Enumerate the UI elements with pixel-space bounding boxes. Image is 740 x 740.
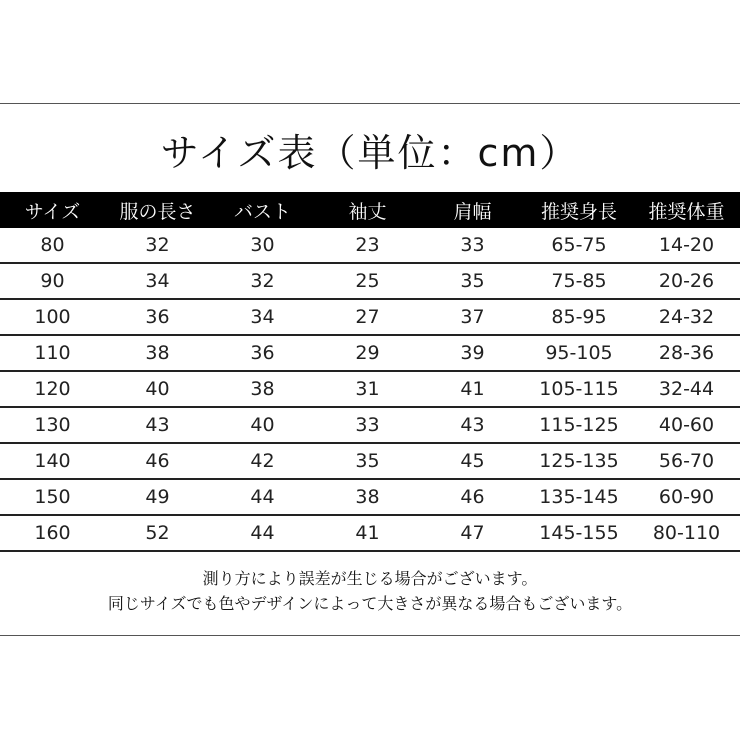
table-row	[0, 263, 740, 299]
table-cell: 35	[420, 263, 525, 299]
table-cell: 47	[420, 515, 525, 551]
table-cell: 150	[0, 479, 105, 515]
table-cell: 38	[315, 479, 420, 515]
table-row	[0, 407, 740, 443]
header-shoulder: 肩幅	[420, 192, 525, 228]
header-sleeve: 袖丈	[315, 192, 420, 228]
table-cell: 40	[105, 371, 210, 407]
table-cell: 46	[105, 443, 210, 479]
table-cell: 34	[105, 263, 210, 299]
table-cell: 23	[315, 228, 420, 263]
table-cell: 85-95	[525, 299, 633, 335]
table-cell: 100	[0, 299, 105, 335]
table-cell: 65-75	[525, 228, 633, 263]
table-cell: 44	[210, 515, 315, 551]
header-length: 服の長さ	[105, 192, 210, 228]
table-cell: 36	[105, 299, 210, 335]
table-cell: 45	[420, 443, 525, 479]
table-cell: 28-36	[633, 335, 740, 371]
table-cell: 90	[0, 263, 105, 299]
table-cell: 33	[420, 228, 525, 263]
note-measurement-error: 測り方により誤差が生じる場合がございます。	[202, 569, 538, 588]
table-cell: 14-20	[633, 228, 740, 263]
table-cell: 120	[0, 371, 105, 407]
table-cell: 115-125	[525, 407, 633, 443]
table-cell: 35	[315, 443, 420, 479]
table-cell: 37	[420, 299, 525, 335]
table-cell: 32	[210, 263, 315, 299]
table-cell: 24-32	[633, 299, 740, 335]
table-row	[0, 299, 740, 335]
table-row	[0, 479, 740, 515]
table-cell: 140	[0, 443, 105, 479]
table-cell: 46	[420, 479, 525, 515]
table-cell: 32-44	[633, 371, 740, 407]
page-title: サイズ表（単位：cm）	[160, 131, 580, 175]
table-cell: 27	[315, 299, 420, 335]
table-header-row	[0, 192, 740, 228]
table-cell: 160	[0, 515, 105, 551]
table-cell: 49	[105, 479, 210, 515]
table-cell: 135-145	[525, 479, 633, 515]
table-cell: 32	[105, 228, 210, 263]
table-cell: 20-26	[633, 263, 740, 299]
table-cell: 39	[420, 335, 525, 371]
table-cell: 30	[210, 228, 315, 263]
table-cell: 40-60	[633, 407, 740, 443]
table-row	[0, 228, 740, 263]
table-cell: 25	[315, 263, 420, 299]
notes	[0, 566, 740, 616]
table-cell: 38	[210, 371, 315, 407]
table-cell: 75-85	[525, 263, 633, 299]
table-cell: 43	[105, 407, 210, 443]
header-height: 推奨身長	[525, 192, 633, 228]
table-cell: 105-115	[525, 371, 633, 407]
table-cell: 33	[315, 407, 420, 443]
table-cell: 31	[315, 371, 420, 407]
table-cell: 43	[420, 407, 525, 443]
table-cell: 95-105	[525, 335, 633, 371]
table-row	[0, 371, 740, 407]
table-cell: 60-90	[633, 479, 740, 515]
table-row	[0, 443, 740, 479]
table-cell: 42	[210, 443, 315, 479]
table-cell: 29	[315, 335, 420, 371]
table-cell: 44	[210, 479, 315, 515]
table-cell: 80-110	[633, 515, 740, 551]
top-divider	[0, 103, 740, 104]
table-cell: 125-135	[525, 443, 633, 479]
header-weight: 推奨体重	[633, 192, 740, 228]
note-size-variation: 同じサイズでも色やデザインによって大きさが異なる場合もございます。	[107, 594, 633, 613]
table-cell: 40	[210, 407, 315, 443]
table-cell: 38	[105, 335, 210, 371]
table-row	[0, 515, 740, 551]
table-cell: 36	[210, 335, 315, 371]
table-cell: 80	[0, 228, 105, 263]
header-bust: バスト	[210, 192, 315, 228]
bottom-divider	[0, 635, 740, 636]
table-cell: 41	[315, 515, 420, 551]
table-cell: 110	[0, 335, 105, 371]
header-size: サイズ	[0, 192, 105, 228]
table-cell: 34	[210, 299, 315, 335]
table-cell: 145-155	[525, 515, 633, 551]
table-row	[0, 335, 740, 371]
table-cell: 41	[420, 371, 525, 407]
table-cell: 130	[0, 407, 105, 443]
table-cell: 52	[105, 515, 210, 551]
table-cell: 56-70	[633, 443, 740, 479]
size-table	[0, 192, 740, 552]
